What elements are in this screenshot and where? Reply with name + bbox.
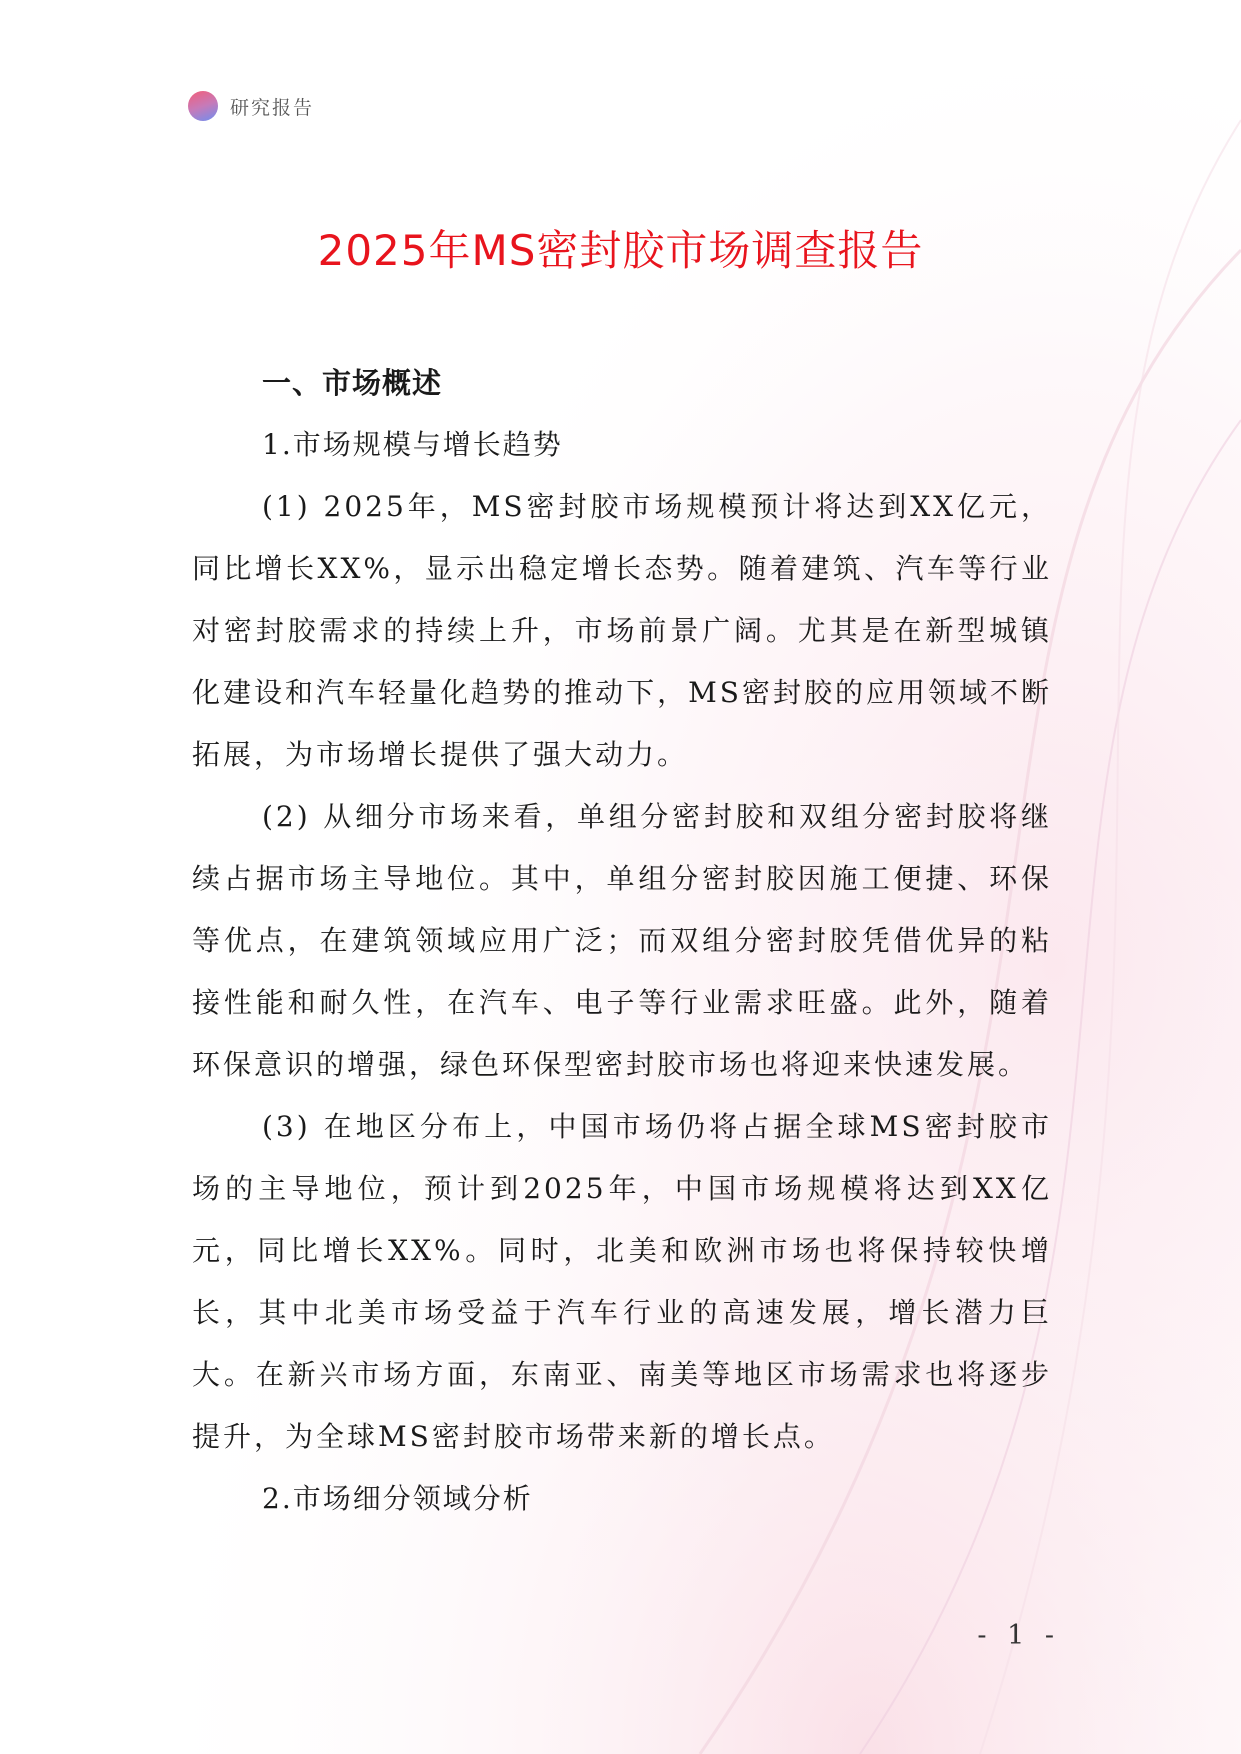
section-heading: 一、市场概述 [262, 366, 443, 400]
paragraph: (3) 在地区分布上，中国市场仍将占据全球MS密封胶市场的主导地位，预计到2025年，中国市场规模将达到XX亿元，同比增长XX%。同时，北美和欧洲市场也将保持较快增长，其中北美市场受益于汽车行业的高速发展，增长潜力巨大。在新兴市场方面，东南亚、南美等地区市场需求也将逐步提升，为全球MS密封胶市场带来新的增长点。 [192, 1110, 1052, 1453]
subsection-heading: 2.市场细分领域分析 [262, 1482, 533, 1515]
page-header [188, 90, 314, 122]
document-title: 2025年MS密封胶市场调查报告 [317, 226, 924, 275]
header-label: 研究报告 [230, 96, 315, 119]
paragraph: (1) 2025年，MS密封胶市场规模预计将达到XX亿元，同比增长XX%，显示出稳定增长态势。随着建筑、汽车等行业对密封胶需求的持续上升，市场前景广阔。尤其是在新型城镇化建设和汽车轻量化趋势的推动下，MS密封胶的应用领域不断拓展，为市场增长提供了强大动力。 [192, 490, 1052, 771]
page-number: - 1 - [977, 1620, 1060, 1651]
logo-circle-icon [188, 91, 218, 121]
document-body [192, 352, 1052, 1530]
subsection-heading: 1.市场规模与增长趋势 [262, 428, 563, 461]
paragraph: (2) 从细分市场来看，单组分密封胶和双组分密封胶将继续占据市场主导地位。其中，单组分密封胶因施工便捷、环保等优点，在建筑领域应用广泛；而双组分密封胶凭借优异的粘接性能和耐久性，在汽车、电子等行业需求旺盛。此外，随着环保意识的增强，绿色环保型密封胶市场也将迎来快速发展。 [192, 800, 1052, 1081]
